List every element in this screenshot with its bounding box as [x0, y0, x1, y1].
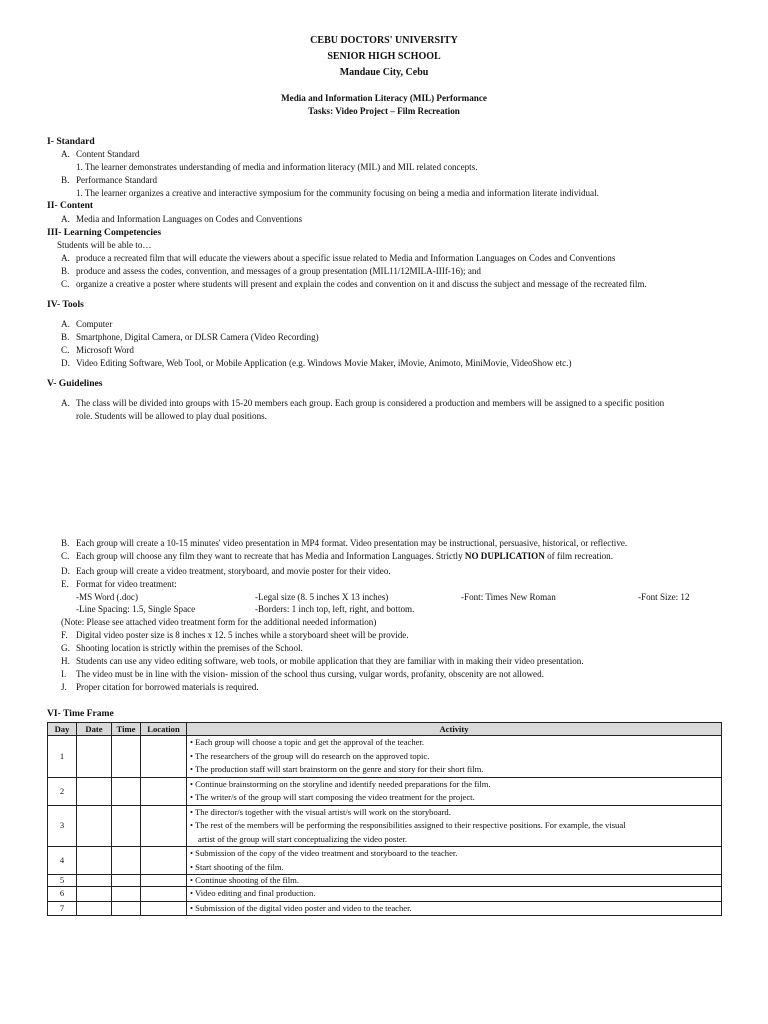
activity-item: • Continue shooting of the film. — [190, 875, 719, 886]
column-header-day: Day — [48, 723, 77, 736]
location-cell — [141, 736, 187, 778]
section-standard-heading: I- Standard — [47, 136, 95, 147]
activity-cell — [187, 875, 722, 887]
tool-d-label: D. — [61, 358, 70, 368]
activity-cell — [187, 777, 722, 805]
location-cell — [141, 887, 187, 902]
location-cell — [141, 847, 187, 875]
standard-b-label: B. — [61, 175, 70, 185]
guideline-j-text: Proper citation for borrowed materials is required. — [76, 682, 259, 692]
standard-a-item: 1. The learner demonstrates understanding of media and information literacy (MIL) and MIL related concepts. — [76, 162, 478, 172]
column-header-location: Location — [141, 723, 187, 736]
competency-a-label: A. — [61, 253, 70, 263]
tool-b-text: Smartphone, Digital Camera, or DLSR Camera (Video Recording) — [76, 332, 319, 342]
document-title-line2: Tasks: Video Project – Film Recreation — [308, 106, 460, 116]
date-cell — [77, 805, 112, 847]
standard-b-item: 1. The learner organizes a creative and interactive symposium for the community focusing on being a media and information literate individual. — [76, 188, 599, 198]
time-cell — [112, 736, 141, 778]
competency-c-label: C. — [61, 279, 70, 289]
format-borders: -Borders: 1 inch top, left, right, and bottom. — [255, 604, 415, 614]
guideline-a-label: A. — [61, 398, 70, 408]
guideline-c-text-post: of film recreation. — [544, 551, 613, 561]
date-cell — [77, 901, 112, 916]
format-font-size: -Font Size: 12 — [638, 592, 690, 602]
table-row — [48, 901, 722, 916]
day-cell: 7 — [48, 901, 77, 916]
school-name: SENIOR HIGH SCHOOL — [327, 51, 441, 62]
time-frame-body — [48, 736, 722, 916]
activity-item: • Start shooting of the film. — [190, 861, 719, 875]
table-row — [48, 736, 722, 778]
location-cell — [141, 901, 187, 916]
guideline-j-label: J. — [61, 682, 67, 692]
column-header-activity: Activity — [187, 723, 722, 736]
guideline-h-label: H. — [61, 656, 70, 666]
activity-item: • The rest of the members will be performing the responsibilities assigned to their respective positions. For example, the visual — [190, 819, 719, 833]
table-header-row — [48, 723, 722, 736]
activity-item: • Submission of the copy of the video treatment and storyboard to the teacher. — [190, 847, 719, 861]
date-cell — [77, 875, 112, 887]
activity-cell — [187, 736, 722, 778]
activity-cell — [187, 847, 722, 875]
table-row — [48, 847, 722, 875]
activity-item: • Continue brainstorming on the storyline and identify needed preparations for the film. — [190, 778, 719, 792]
time-cell — [112, 777, 141, 805]
guideline-c-text-pre: Each group will choose any film they want to recreate that has Media and Information Languages. Strictly — [76, 551, 465, 561]
date-cell — [77, 847, 112, 875]
time-cell — [112, 901, 141, 916]
day-cell: 1 — [48, 736, 77, 778]
time-cell — [112, 805, 141, 847]
day-cell: 4 — [48, 847, 77, 875]
section-competencies-heading: III- Learning Competencies — [47, 227, 162, 238]
tool-a-text: Computer — [76, 319, 113, 329]
section-guidelines-heading: V- Guidelines — [47, 378, 103, 389]
standard-a-label: A. — [61, 149, 70, 159]
guideline-g-text: Shooting location is strictly within the premises of the School. — [76, 643, 303, 653]
guideline-a-line1: The class will be divided into groups with 15-20 members each group. Each group is considered a production and members will be assigned to a specific position — [76, 398, 665, 408]
guideline-i-text: The video must be in line with the vision- mission of the school thus cursing, vulgar words, profanity, obscenity are not allowed. — [76, 669, 544, 679]
section-content-heading: II- Content — [47, 200, 94, 211]
standard-a-text: Content Standard — [76, 149, 140, 159]
content-a-text: Media and Information Languages on Codes and Conventions — [76, 214, 303, 224]
competency-b-text: produce and assess the codes, convention, and messages of a group presentation (MIL11/12MILA-IIIf-16); and — [76, 266, 481, 276]
competency-a-text: produce a recreated film that will educate the viewers about a specific issue related to Media and Information Languages on Codes and Conventions — [76, 253, 616, 263]
day-cell: 6 — [48, 887, 77, 902]
time-cell — [112, 887, 141, 902]
tool-a-label: A. — [61, 319, 70, 329]
location-cell — [141, 805, 187, 847]
column-header-date: Date — [77, 723, 112, 736]
guideline-c-label: C. — [61, 551, 70, 561]
guideline-d-label: D. — [61, 566, 70, 576]
activity-item: • Submission of the digital video poster and video to the teacher. — [190, 902, 719, 916]
location-cell — [141, 875, 187, 887]
date-cell — [77, 777, 112, 805]
competencies-intro: Students will be able to… — [57, 240, 152, 250]
guideline-b-label: B. — [61, 538, 70, 548]
tool-b-label: B. — [61, 332, 70, 342]
day-cell: 3 — [48, 805, 77, 847]
competency-c-text: organize a creative a poster where students will present and explain the codes and convention on it and discuss the subject and message of the recreated film. — [76, 279, 647, 289]
guideline-h-text: Students can use any video editing software, web tools, or mobile application that they are familiar with in making their video presentation. — [76, 656, 584, 666]
activity-cell — [187, 887, 722, 902]
section-tools-heading: IV- Tools — [47, 299, 84, 310]
guideline-e-label: E. — [61, 579, 69, 589]
format-font: -Font: Times New Roman — [461, 592, 556, 602]
location-cell — [141, 777, 187, 805]
content-a-label: A. — [61, 214, 70, 224]
guideline-a-line2: role. Students will be allowed to play dual positions. — [76, 411, 267, 421]
guideline-d-text: Each group will create a video treatment, storyboard, and movie poster for their video. — [76, 566, 391, 576]
day-cell: 2 — [48, 777, 77, 805]
time-cell — [112, 875, 141, 887]
activity-item: • The production staff will start brainstorm on the genre and story for their short film. — [190, 763, 719, 777]
format-note: (Note: Please see attached video treatment form for the additional needed information) — [61, 617, 377, 627]
document-title-line1: Media and Information Literacy (MIL) Performance — [281, 93, 487, 103]
school-location: Mandaue City, Cebu — [339, 67, 429, 78]
date-cell — [77, 887, 112, 902]
activity-cell — [187, 901, 722, 916]
day-cell: 5 — [48, 875, 77, 887]
date-cell — [77, 736, 112, 778]
table-row — [48, 887, 722, 902]
activity-item: • The researchers of the group will do research on the approved topic. — [190, 750, 719, 764]
guideline-f-text: Digital video poster size is 8 inches x 12. 5 inches while a storyboard sheet will be provide. — [76, 630, 409, 640]
no-duplication-emphasis: NO DUPLICATION — [464, 551, 545, 561]
guideline-i-label: I. — [61, 669, 67, 679]
section-timeframe-heading: VI- Time Frame — [47, 708, 114, 719]
activity-item: • The director/s together with the visual artist/s will work on the storyboard. — [190, 806, 719, 820]
format-line-spacing: -Line Spacing: 1.5, Single Space — [76, 604, 196, 614]
tool-c-label: C. — [61, 345, 70, 355]
tool-d-text: Video Editing Software, Web Tool, or Mobile Application (e.g. Windows Movie Maker, iMovie, Animoto, MiniMovie, VideoShow etc.) — [76, 358, 572, 368]
guideline-g-label: G. — [61, 643, 70, 653]
activity-cell — [187, 805, 722, 847]
table-row — [48, 875, 722, 887]
university-name: CEBU DOCTORS' UNIVERSITY — [310, 35, 458, 46]
activity-item: • Video editing and final production. — [190, 887, 719, 901]
competency-b-label: B. — [61, 266, 70, 276]
format-ms-word: -MS Word (.doc) — [76, 592, 138, 602]
guideline-e-text: Format for video treatment: — [76, 579, 177, 589]
activity-item: • The writer/s of the group will start composing the video treatment for the project. — [190, 791, 719, 805]
time-cell — [112, 847, 141, 875]
standard-b-text: Performance Standard — [76, 175, 158, 185]
guideline-f-label: F. — [61, 630, 68, 640]
table-row — [48, 805, 722, 847]
guideline-c-text — [76, 551, 613, 562]
time-frame-table — [47, 722, 722, 916]
format-legal-size: -Legal size (8. 5 inches X 13 inches) — [255, 592, 389, 602]
tool-c-text: Microsoft Word — [76, 345, 134, 355]
column-header-time: Time — [112, 723, 141, 736]
activity-item: • Each group will choose a topic and get the approval of the teacher. — [190, 736, 719, 750]
table-row — [48, 777, 722, 805]
activity-item-continued: artist of the group will start conceptualizing the video poster. — [198, 833, 408, 844]
guideline-b-text: Each group will create a 10-15 minutes' video presentation in MP4 format. Video presentation may be instructional, persuasive, historical, or reflective. — [76, 538, 628, 548]
